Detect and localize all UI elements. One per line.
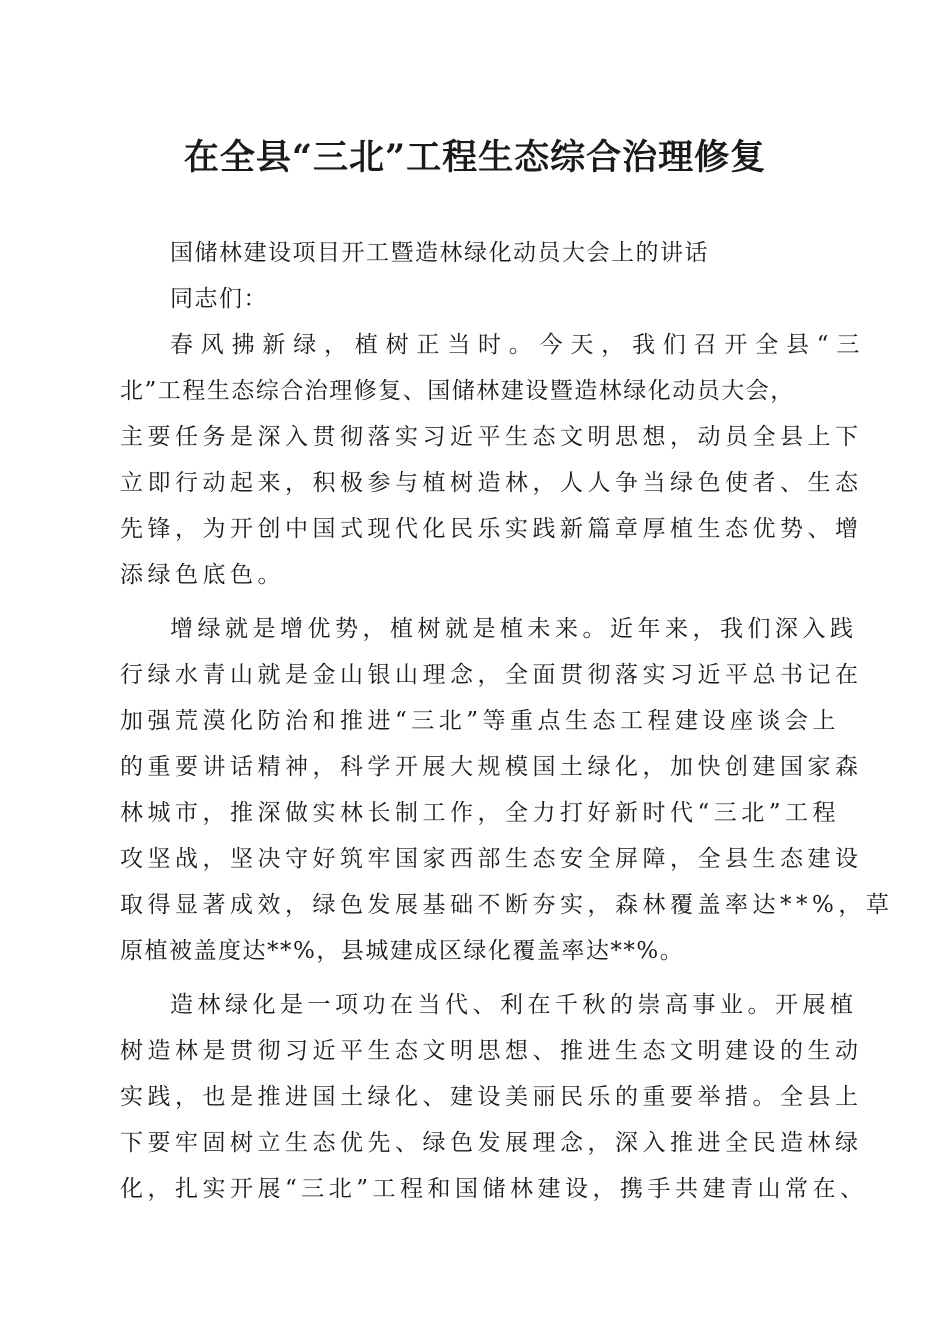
salutation: 同志们： — [170, 286, 268, 312]
text-line: 加强荒漠化防治和推进“三北”等重点生态工程建设座谈会上 — [120, 708, 841, 734]
text-line: 的重要讲话精神，科学开展大规模国土绿化，加快创建国家森 — [120, 754, 863, 780]
text-line: 北”工程生态综合治理修复、国储林建设暨造林绿化动员大会， — [120, 378, 795, 404]
text-line: 实践，也是推进国土绿化、建设美丽民乐的重要举措。全县上 — [120, 1084, 863, 1110]
document-subtitle: 国储林建设项目开工暨造林绿化动员大会上的讲话 — [170, 240, 709, 266]
text-line: 先锋，为开创中国式现代化民乐实践新篇章厚植生态优势、增 — [120, 516, 863, 542]
text-line: 林城市，推深做实林长制工作，全力打好新时代“三北”工程 — [120, 800, 841, 826]
paragraph-gap — [120, 598, 840, 606]
text-line: 攻坚战，坚决守好筑牢国家西部生态安全屏障，全县生态建设 — [120, 846, 863, 872]
text-line: 原植被盖度达**%，县城建成区绿化覆盖率达**%。 — [120, 938, 685, 964]
text-line: 树造林是贯彻习近平生态文明思想、推进生态文明建设的生动 — [120, 1038, 863, 1064]
document-body — [120, 230, 894, 1212]
text-line: 添绿色底色。 — [120, 562, 285, 588]
paragraph-gap — [120, 974, 840, 982]
text-line: 春风拂新绿，植树正当时。今天，我们召开全县“三 — [170, 332, 868, 358]
text-line: 化，扎实开展“三北”工程和国储林建设，携手共建青山常在、 — [120, 1176, 868, 1202]
text-line: 主要任务是深入贯彻落实习近平生态文明思想，动员全县上下 — [120, 424, 863, 450]
text-line: 立即行动起来，积极参与植树造林，人人争当绿色使者、生态 — [120, 470, 863, 496]
text-line: 增绿就是增优势，植树就是植未来。近年来，我们深入践 — [170, 616, 858, 642]
text-line: 下要牢固树立生态优先、绿色发展理念，深入推进全民造林绿 — [120, 1130, 863, 1156]
paragraph-2 — [120, 606, 894, 974]
text-line: 造林绿化是一项功在当代、利在千秋的崇高事业。开展植 — [170, 992, 858, 1018]
text-line: 取得显著成效，绿色发展基础不断夯实，森林覆盖率达**%，草 — [120, 892, 894, 918]
document-title: 在全县“三北”工程生态综合治理修复 — [183, 137, 767, 178]
paragraph-1 — [120, 322, 868, 598]
paragraph-3 — [120, 982, 868, 1212]
text-line: 行绿水青山就是金山银山理念，全面贯彻落实习近平总书记在 — [120, 662, 863, 688]
